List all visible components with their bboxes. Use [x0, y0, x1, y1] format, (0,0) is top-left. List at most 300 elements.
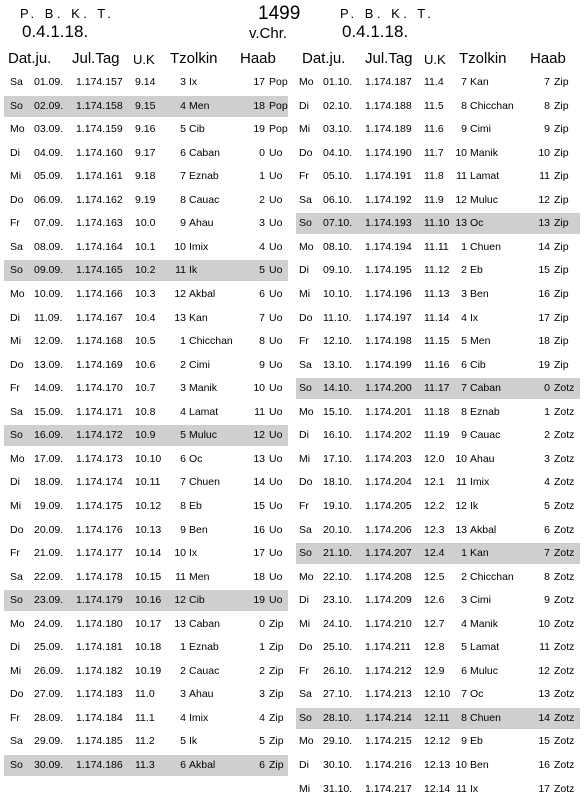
table-row [4, 378, 288, 399]
haab-number-cell: 5 [259, 735, 265, 748]
weekday-cell: Do [10, 688, 24, 701]
tzolkin-name-cell: Manik [470, 617, 499, 630]
haab-number-cell: 0 [544, 382, 550, 395]
haab-month-cell: Zip [269, 617, 284, 630]
weekday-cell: Di [10, 641, 20, 654]
table-row [296, 308, 580, 329]
julian-day-cell: 1.174.196 [365, 288, 412, 300]
table-row [296, 496, 580, 517]
julian-day-cell: 1.174.183 [76, 688, 123, 701]
table-row [4, 425, 288, 446]
uk-cell: 11.12 [424, 264, 450, 277]
uk-cell: 12.3 [424, 523, 445, 536]
uk-cell: 9.15 [135, 99, 156, 112]
date-cell: 04.10. [323, 146, 353, 159]
weekday-cell: Mo [299, 405, 314, 418]
haab-number-cell: 18 [253, 570, 265, 583]
uk-cell: 12.13 [424, 759, 451, 771]
uk-cell: 10.1 [135, 240, 156, 253]
julian-day-cell: 1.174.195 [365, 264, 412, 277]
haab-number-cell: 1 [544, 405, 550, 418]
left-long-count: 0.4.1.18. [22, 22, 89, 41]
haab-month-cell: Pop [269, 123, 288, 136]
tzolkin-number-cell: 10 [174, 547, 186, 559]
uk-cell: 10.5 [135, 335, 156, 348]
julian-day-cell: 1.174.158 [76, 99, 123, 112]
tzolkin-number-cell: 13 [455, 217, 467, 230]
table-row [296, 567, 580, 588]
julian-day-cell: 1.174.174 [76, 476, 123, 489]
uk-cell: 12.5 [424, 570, 445, 583]
haab-month-cell: Uo [269, 170, 283, 183]
weekday-cell: Fr [299, 335, 309, 348]
julian-day-cell: 1.174.209 [365, 594, 412, 607]
haab-number-cell: 3 [259, 217, 265, 230]
tzolkin-name-cell: Kan [189, 311, 208, 324]
table-row [296, 331, 580, 352]
haab-number-cell: 11 [539, 170, 550, 183]
uk-cell: 10.19 [135, 664, 162, 677]
haab-number-cell: 7 [544, 547, 550, 559]
haab-month-cell: Uo [269, 382, 283, 395]
date-cell: 06.10. [323, 193, 353, 206]
uk-cell: 12.7 [424, 617, 445, 630]
weekday-cell: Di [10, 146, 20, 159]
table-row [296, 143, 580, 164]
tzolkin-name-cell: Ik [189, 264, 198, 277]
haab-number-cell: 16 [538, 759, 550, 771]
date-cell: 22.09. [34, 570, 64, 583]
tzolkin-name-cell: Cimi [470, 594, 491, 607]
uk-cell: 10.15 [135, 570, 162, 583]
weekday-cell: So [10, 99, 23, 112]
date-cell: 13.10. [323, 358, 353, 371]
weekday-cell: Fr [299, 664, 309, 677]
haab-month-cell: Uo [269, 523, 283, 536]
haab-number-cell: 14 [538, 240, 550, 253]
tzolkin-number-cell: 9 [461, 735, 467, 748]
weekday-cell: So [10, 429, 23, 442]
weekday-cell: So [10, 264, 23, 277]
uk-cell: 12.2 [424, 499, 445, 512]
tzolkin-number-cell: 5 [180, 735, 186, 748]
tzolkin-number-cell: 10 [455, 146, 467, 159]
julian-day-cell: 1.174.167 [76, 311, 123, 324]
haab-month-cell: Zip [554, 123, 569, 136]
haab-month-cell: Uo [269, 594, 283, 607]
tzolkin-number-cell: 1 [180, 641, 186, 654]
right-pbkt-label: P. B. K. T. [340, 6, 435, 21]
haab-number-cell: 14 [538, 711, 550, 724]
tzolkin-name-cell: Manik [470, 146, 499, 159]
uk-cell: 12.0 [424, 452, 445, 465]
date-cell: 15.10. [323, 405, 353, 418]
weekday-cell: Mi [10, 170, 22, 183]
uk-cell: 10.18 [135, 641, 162, 654]
uk-cell: 11.5 [424, 99, 444, 112]
tzolkin-number-cell: 6 [461, 358, 467, 371]
date-cell: 20.09. [34, 523, 64, 536]
tzolkin-number-cell: 13 [455, 523, 467, 536]
haab-number-cell: 1 [259, 170, 265, 183]
tzolkin-name-cell: Lamat [470, 170, 500, 183]
weekday-cell: Fr [299, 499, 309, 512]
haab-number-cell: 19 [538, 358, 550, 371]
haab-number-cell: 6 [544, 523, 550, 536]
tzolkin-name-cell: Cauac [189, 664, 220, 677]
haab-month-cell: Zip [269, 664, 284, 677]
date-cell: 21.10. [323, 547, 353, 559]
haab-number-cell: 16 [538, 288, 550, 300]
table-row [4, 96, 288, 117]
tzolkin-number-cell: 10 [174, 240, 186, 253]
uk-cell: 10.14 [135, 547, 162, 559]
table-row [4, 119, 288, 140]
haab-number-cell: 9 [544, 123, 550, 136]
haab-month-cell: Zotz [554, 594, 575, 607]
julian-day-cell: 1.174.161 [76, 170, 123, 183]
date-cell: 18.10. [323, 476, 353, 489]
date-cell: 11.09. [34, 311, 63, 324]
haab-number-cell: 0 [259, 617, 265, 630]
tzolkin-name-cell: Caban [189, 146, 220, 159]
julian-day-cell: 1.174.188 [365, 99, 412, 112]
julian-day-cell: 1.174.175 [76, 499, 123, 512]
tzolkin-name-cell: Chicchan [189, 335, 233, 348]
date-cell: 24.09. [34, 617, 64, 630]
julian-day-cell: 1.174.179 [76, 594, 123, 607]
tzolkin-number-cell: 12 [455, 193, 467, 206]
haab-number-cell: 8 [259, 335, 265, 348]
table-row [296, 472, 580, 493]
haab-month-cell: Zip [269, 688, 284, 701]
tzolkin-number-cell: 1 [461, 240, 467, 253]
julian-day-cell: 1.174.204 [365, 476, 412, 489]
table-row [4, 260, 288, 281]
weekday-cell: Mo [299, 76, 314, 88]
tzolkin-name-cell: Chicchan [470, 570, 514, 583]
haab-number-cell: 8 [544, 99, 550, 112]
julian-day-cell: 1.174.185 [76, 735, 123, 748]
tzolkin-number-cell: 10 [455, 759, 467, 771]
date-cell: 25.09. [34, 641, 64, 654]
haab-number-cell: 5 [544, 499, 550, 512]
julian-day-cell: 1.174.163 [76, 217, 123, 230]
uk-cell: 11.15 [424, 335, 450, 348]
tzolkin-name-cell: Imix [189, 240, 209, 253]
haab-month-cell: Zip [554, 288, 569, 300]
table-row [296, 96, 580, 117]
tzolkin-name-cell: Ik [470, 499, 479, 512]
julian-day-cell: 1.174.191 [365, 170, 412, 183]
table-row [4, 637, 288, 658]
table-row [4, 661, 288, 682]
haab-month-cell: Zotz [554, 782, 575, 795]
tzolkin-name-cell: Chuen [470, 711, 501, 724]
tzolkin-name-cell: Imix [470, 476, 490, 489]
table-row [296, 237, 580, 258]
date-cell: 28.10. [323, 711, 353, 724]
julian-day-cell: 1.174.164 [76, 240, 123, 253]
uk-cell: 12.6 [424, 594, 445, 607]
julian-day-cell: 1.174.207 [365, 547, 412, 559]
haab-number-cell: 10 [253, 382, 265, 395]
haab-number-cell: 12 [538, 664, 550, 677]
date-cell: 03.09. [34, 123, 64, 136]
date-cell: 16.10. [323, 429, 353, 442]
weekday-cell: Di [10, 476, 20, 489]
weekday-cell: So [299, 547, 312, 559]
table-row [4, 614, 288, 635]
date-cell: 17.10. [323, 452, 353, 465]
julian-day-cell: 1.174.178 [76, 570, 123, 583]
haab-number-cell: 12 [253, 429, 265, 442]
haab-month-cell: Zip [554, 76, 569, 88]
date-cell: 07.09. [34, 217, 64, 230]
table-row [4, 284, 288, 305]
tzolkin-name-cell: Kan [470, 76, 489, 88]
date-cell: 23.09. [34, 594, 64, 607]
haab-month-cell: Zip [554, 217, 569, 230]
date-cell: 17.09. [34, 452, 64, 465]
date-cell: 02.10. [323, 99, 353, 112]
weekday-cell: Do [10, 523, 24, 536]
table-row [296, 284, 580, 305]
tzolkin-name-cell: Ik [189, 735, 198, 748]
col-header-date: Dat.ju. [302, 50, 346, 67]
tzolkin-name-cell: Akbal [189, 759, 216, 771]
table-row [4, 684, 288, 705]
haab-month-cell: Pop [269, 76, 288, 88]
tzolkin-name-cell: Chuen [189, 476, 220, 489]
haab-month-cell: Zotz [554, 476, 575, 489]
haab-month-cell: Zotz [554, 429, 575, 442]
table-row [4, 567, 288, 588]
weekday-cell: Di [299, 99, 309, 112]
julian-day-cell: 1.174.169 [76, 358, 123, 371]
weekday-cell: Di [10, 311, 20, 324]
tzolkin-number-cell: 2 [461, 570, 467, 583]
tzolkin-name-cell: Oc [470, 217, 484, 230]
tzolkin-name-cell: Lamat [189, 405, 219, 418]
uk-cell: 11.14 [424, 311, 450, 324]
uk-cell: 10.0 [135, 217, 156, 230]
tzolkin-name-cell: Eznab [189, 641, 219, 654]
col-header-uk: U.K [424, 52, 446, 67]
tzolkin-number-cell: 12 [174, 594, 186, 607]
table-row [296, 637, 580, 658]
weekday-cell: Sa [10, 405, 23, 418]
weekday-cell: Sa [299, 193, 312, 206]
date-cell: 03.10. [323, 123, 353, 136]
table-row [296, 661, 580, 682]
haab-number-cell: 15 [538, 264, 550, 277]
haab-month-cell: Uo [269, 193, 283, 206]
uk-cell: 12.9 [424, 664, 445, 677]
julian-day-cell: 1.174.157 [76, 76, 123, 88]
haab-month-cell: Zotz [554, 570, 575, 583]
weekday-cell: Mi [299, 288, 311, 300]
tzolkin-number-cell: 11 [456, 476, 467, 489]
table-row [4, 355, 288, 376]
table-row [4, 520, 288, 541]
date-cell: 29.10. [323, 735, 353, 748]
tzolkin-number-cell: 12 [455, 499, 467, 512]
haab-number-cell: 6 [259, 288, 265, 300]
date-cell: 14.09. [34, 382, 64, 395]
uk-cell: 9.16 [135, 123, 156, 136]
tzolkin-number-cell: 7 [180, 170, 186, 183]
haab-month-cell: Zip [554, 240, 569, 253]
tzolkin-number-cell: 7 [461, 382, 467, 395]
haab-number-cell: 7 [544, 76, 550, 88]
weekday-cell: Mo [10, 288, 25, 300]
col-header-julday: Jul.Tag [365, 50, 413, 67]
julian-day-cell: 1.174.184 [76, 711, 123, 724]
date-cell: 25.10. [323, 641, 353, 654]
julian-day-cell: 1.174.187 [365, 76, 412, 88]
date-cell: 07.10. [323, 217, 353, 230]
date-cell: 06.09. [34, 193, 64, 206]
uk-cell: 12.4 [424, 547, 445, 559]
table-row [4, 543, 288, 564]
weekday-cell: Do [10, 193, 24, 206]
haab-month-cell: Uo [269, 547, 283, 559]
table-row [4, 731, 288, 752]
uk-cell: 12.11 [424, 711, 450, 724]
haab-month-cell: Zotz [554, 711, 575, 724]
tzolkin-number-cell: 4 [461, 311, 467, 324]
haab-month-cell: Zotz [554, 499, 575, 512]
uk-cell: 11.10 [424, 217, 450, 230]
table-row [296, 520, 580, 541]
uk-cell: 11.13 [424, 288, 450, 300]
tzolkin-name-cell: Ix [470, 311, 479, 324]
uk-cell: 11.19 [424, 429, 450, 442]
tzolkin-number-cell: 13 [174, 311, 186, 324]
date-cell: 19.09. [34, 499, 64, 512]
haab-month-cell: Zip [554, 311, 569, 324]
haab-month-cell: Uo [269, 405, 283, 418]
haab-number-cell: 2 [259, 193, 265, 206]
tzolkin-name-cell: Eb [189, 499, 202, 512]
table-row [296, 590, 580, 611]
haab-number-cell: 19 [253, 123, 265, 136]
table-row [296, 684, 580, 705]
julian-day-cell: 1.174.189 [365, 123, 412, 136]
weekday-cell: Fr [10, 382, 20, 395]
table-row [296, 72, 580, 93]
julian-day-cell: 1.174.172 [76, 429, 123, 442]
date-cell: 16.09. [34, 429, 64, 442]
weekday-cell: Mi [10, 499, 22, 512]
haab-number-cell: 3 [259, 688, 265, 701]
tzolkin-name-cell: Imix [189, 711, 209, 724]
date-cell: 04.09. [34, 146, 64, 159]
haab-month-cell: Uo [269, 358, 283, 371]
haab-month-cell: Zotz [554, 688, 575, 701]
tzolkin-number-cell: 3 [180, 76, 186, 88]
tzolkin-number-cell: 6 [180, 452, 186, 465]
weekday-cell: Di [299, 264, 309, 277]
haab-number-cell: 13 [538, 217, 550, 230]
uk-cell: 12.14 [424, 782, 451, 795]
haab-number-cell: 4 [259, 711, 265, 724]
julian-day-cell: 1.174.173 [76, 452, 123, 465]
col-header-julday: Jul.Tag [72, 50, 120, 67]
date-cell: 26.10. [323, 664, 353, 677]
tzolkin-number-cell: 2 [180, 358, 186, 371]
haab-number-cell: 14 [253, 476, 265, 489]
julian-day-cell: 1.174.197 [365, 311, 412, 324]
col-header-haab: Haab [530, 50, 566, 67]
haab-number-cell: 15 [253, 499, 265, 512]
tzolkin-number-cell: 2 [461, 264, 467, 277]
tzolkin-name-cell: Ix [189, 76, 198, 88]
uk-cell: 11.6 [424, 123, 444, 136]
haab-month-cell: Zip [554, 358, 569, 371]
table-row [4, 308, 288, 329]
date-cell: 08.09. [34, 240, 64, 253]
haab-month-cell: Uo [269, 311, 283, 324]
tzolkin-name-cell: Cimi [470, 123, 491, 136]
uk-cell: 10.3 [135, 288, 156, 300]
haab-number-cell: 2 [259, 664, 265, 677]
tzolkin-name-cell: Chuen [470, 240, 501, 253]
weekday-cell: Di [299, 594, 309, 607]
tzolkin-number-cell: 11 [175, 264, 186, 277]
haab-number-cell: 16 [253, 523, 265, 536]
haab-month-cell: Uo [269, 570, 283, 583]
date-cell: 09.09. [34, 264, 64, 277]
weekday-cell: Fr [10, 711, 20, 724]
haab-number-cell: 5 [259, 264, 265, 277]
table-row [296, 731, 580, 752]
tzolkin-name-cell: Chicchan [470, 99, 514, 112]
table-row [4, 708, 288, 729]
tzolkin-number-cell: 5 [461, 335, 467, 348]
uk-cell: 11.8 [424, 170, 444, 183]
table-row [4, 166, 288, 187]
table-row [296, 213, 580, 234]
weekday-cell: Sa [10, 570, 23, 583]
uk-cell: 9.14 [135, 76, 156, 88]
tzolkin-number-cell: 3 [461, 288, 467, 300]
date-cell: 20.10. [323, 523, 353, 536]
tzolkin-name-cell: Eb [470, 735, 483, 748]
julian-day-cell: 1.174.186 [76, 759, 123, 771]
table-row [4, 237, 288, 258]
uk-cell: 11.9 [424, 193, 444, 206]
haab-number-cell: 4 [259, 240, 265, 253]
haab-month-cell: Uo [269, 288, 283, 300]
table-row [296, 779, 580, 800]
weekday-cell: Mo [299, 735, 314, 748]
tzolkin-number-cell: 3 [180, 688, 186, 701]
weekday-cell: Mo [299, 240, 314, 253]
tzolkin-name-cell: Eznab [470, 405, 500, 418]
table-row [296, 755, 580, 776]
col-header-tzolkin: Tzolkin [459, 50, 507, 67]
table-row [4, 755, 288, 776]
haab-month-cell: Zotz [554, 664, 575, 677]
tzolkin-number-cell: 7 [461, 688, 467, 701]
julian-day-cell: 1.174.170 [76, 382, 123, 395]
tzolkin-name-cell: Ahau [470, 452, 495, 465]
table-row [296, 614, 580, 635]
tzolkin-name-cell: Men [470, 335, 491, 348]
tzolkin-number-cell: 9 [461, 123, 467, 136]
